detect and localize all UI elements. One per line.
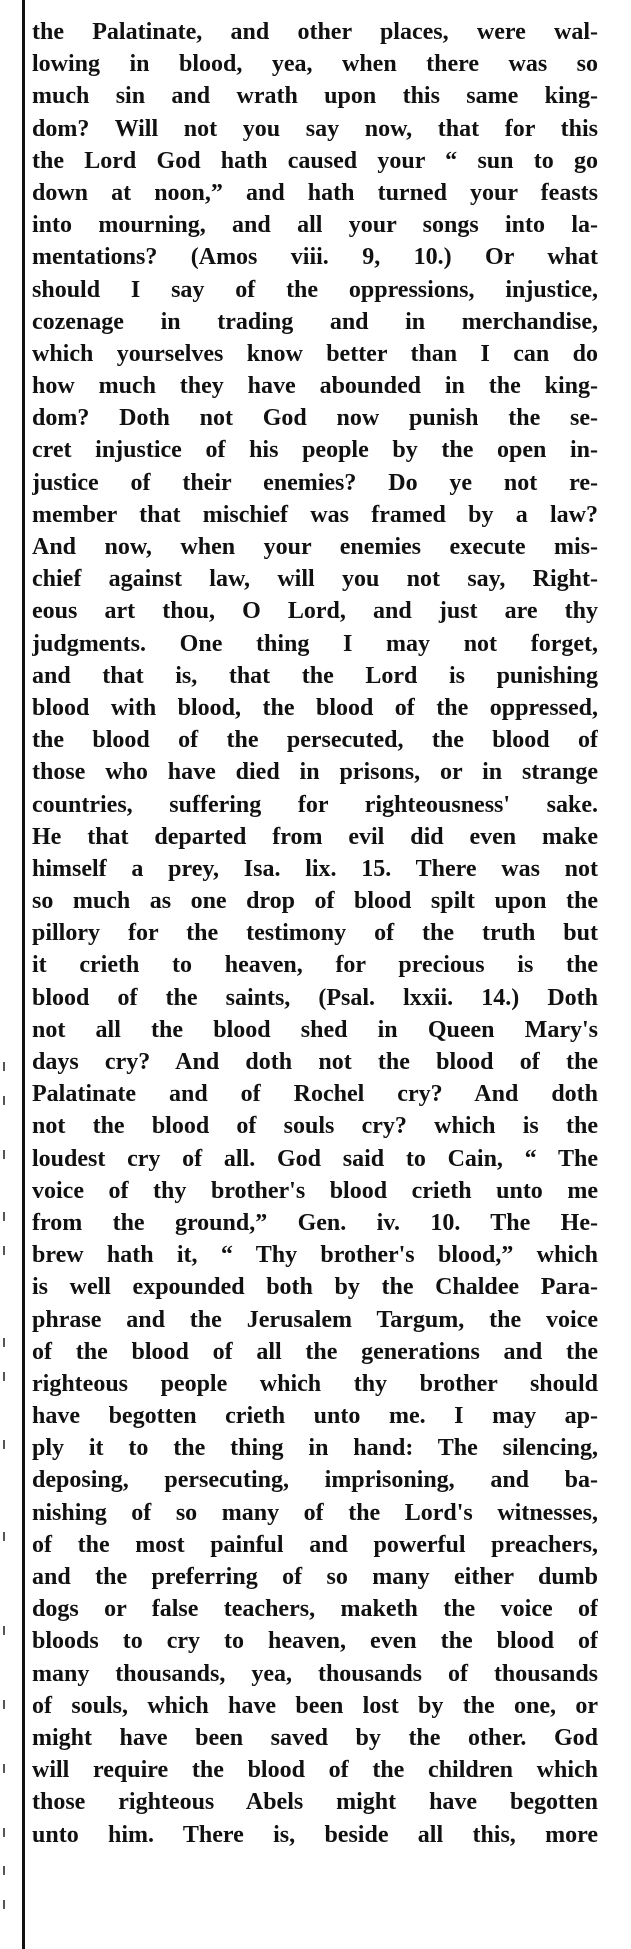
text-line: of the most painful and powerful preachers, bbox=[32, 1531, 598, 1558]
text-line: much sin and wrath upon this same king- bbox=[32, 83, 598, 110]
margin-mark bbox=[3, 1532, 5, 1541]
text-line: will require the blood of the children which bbox=[32, 1757, 598, 1784]
text-line: member that mischief was framed by a law? bbox=[32, 501, 598, 528]
text-line: blood of the saints, (Psal. lxxii. 14.) Doth bbox=[32, 984, 598, 1011]
text-line: He that departed from evil did even make bbox=[32, 823, 598, 850]
text-line: dom? Will not you say now, that for this bbox=[32, 115, 598, 142]
text-line: chief against law, will you not say, Right- bbox=[32, 566, 598, 593]
text-line: bloods to cry to heaven, even the blood of bbox=[32, 1628, 598, 1655]
margin-mark bbox=[3, 1212, 5, 1221]
text-line: from the ground,” Gen. iv. 10. The He- bbox=[32, 1209, 598, 1236]
text-line: eous art thou, O Lord, and just are thy bbox=[32, 598, 598, 625]
text-line: pillory for the testimony of the truth but bbox=[32, 920, 598, 947]
text-line: the blood of the persecuted, the blood of bbox=[32, 727, 598, 754]
margin-mark bbox=[3, 1626, 5, 1635]
text-line: lowing in blood, yea, when there was so bbox=[32, 51, 598, 78]
text-line: the Palatinate, and other places, were wal- bbox=[32, 19, 598, 45]
margin-mark bbox=[3, 1246, 5, 1255]
margin-mark bbox=[3, 1062, 5, 1071]
text-line: mentations? (Amos viii. 9, 10.) Or what bbox=[32, 244, 598, 271]
text-line: loudest cry of all. God said to Cain, “ The bbox=[32, 1145, 598, 1172]
text-line: those righteous Abels might have begotten bbox=[32, 1789, 598, 1816]
text-line: should I say of the oppressions, injustice, bbox=[32, 276, 598, 303]
text-line: many thousands, yea, thousands of thousands bbox=[32, 1660, 598, 1687]
margin-mark bbox=[3, 1150, 5, 1159]
text-line: those who have died in prisons, or in strange bbox=[32, 759, 598, 786]
text-line: cret injustice of his people by the open in- bbox=[32, 437, 598, 464]
text-line: not the blood of souls cry? which is the bbox=[32, 1113, 598, 1140]
text-line: down at noon,” and hath turned your feasts bbox=[32, 179, 598, 206]
text-line: unto him. There is, beside all this, more bbox=[32, 1821, 598, 1848]
text-line: of the blood of all the generations and the bbox=[32, 1338, 598, 1365]
margin-mark bbox=[3, 1828, 5, 1837]
text-line: the Lord God hath caused your “ sun to go bbox=[32, 147, 598, 174]
text-line: countries, suffering for righteousness' sake. bbox=[32, 791, 598, 818]
margin-mark bbox=[3, 1866, 5, 1875]
margin-mark bbox=[3, 1900, 5, 1909]
text-line: it crieth to heaven, for precious is the bbox=[32, 952, 598, 979]
body-text bbox=[32, 16, 598, 1851]
text-line: dom? Doth not God now punish the se- bbox=[32, 405, 598, 432]
text-line: phrase and the Jerusalem Targum, the voice bbox=[32, 1306, 598, 1333]
text-line: of souls, which have been lost by the one, or bbox=[32, 1692, 598, 1719]
text-line: might have been saved by the other. God bbox=[32, 1724, 598, 1751]
text-line: righteous people which thy brother should bbox=[32, 1370, 598, 1397]
text-line: himself a prey, Isa. lix. 15. There was not bbox=[32, 855, 598, 882]
margin-mark bbox=[3, 1700, 5, 1709]
text-line: ply it to the thing in hand: The silencing, bbox=[32, 1435, 598, 1462]
text-line: voice of thy brother's blood crieth unto me bbox=[32, 1177, 598, 1204]
text-line: so much as one drop of blood spilt upon the bbox=[32, 888, 598, 915]
text-line: nishing of so many of the Lord's witnesses, bbox=[32, 1499, 598, 1526]
text-line: dogs or false teachers, maketh the voice of bbox=[32, 1596, 598, 1623]
text-line: And now, when your enemies execute mis- bbox=[32, 534, 598, 560]
margin-mark bbox=[3, 1096, 5, 1105]
text-line: and that is, that the Lord is punishing bbox=[32, 662, 598, 689]
margin-mark bbox=[3, 1372, 5, 1381]
text-line: blood with blood, the blood of the oppressed, bbox=[32, 694, 598, 721]
text-line: deposing, persecuting, imprisoning, and ba- bbox=[32, 1467, 598, 1494]
text-line: not all the blood shed in Queen Mary's bbox=[32, 1016, 598, 1043]
margin-mark bbox=[3, 1440, 5, 1449]
text-line: which yourselves know better than I can do bbox=[32, 340, 598, 367]
text-line: brew hath it, “ Thy brother's blood,” which bbox=[32, 1242, 598, 1269]
text-line: and the preferring of so many either dumb bbox=[32, 1564, 598, 1590]
margin-mark bbox=[3, 1338, 5, 1347]
text-line: how much they have abounded in the king- bbox=[32, 373, 598, 400]
text-line: Palatinate and of Rochel cry? And doth bbox=[32, 1081, 598, 1108]
text-line: into mourning, and all your songs into la- bbox=[32, 212, 598, 239]
text-line: days cry? And doth not the blood of the bbox=[32, 1049, 598, 1075]
text-line: have begotten crieth unto me. I may ap- bbox=[32, 1403, 598, 1430]
margin-mark bbox=[3, 1764, 5, 1773]
text-line: justice of their enemies? Do ye not re- bbox=[32, 469, 598, 496]
text-line: judgments. One thing I may not forget, bbox=[32, 630, 598, 657]
text-line: is well expounded both by the Chaldee Para- bbox=[32, 1274, 598, 1301]
column-rule bbox=[22, 0, 25, 1949]
text-line: cozenage in trading and in merchandise, bbox=[32, 308, 598, 335]
